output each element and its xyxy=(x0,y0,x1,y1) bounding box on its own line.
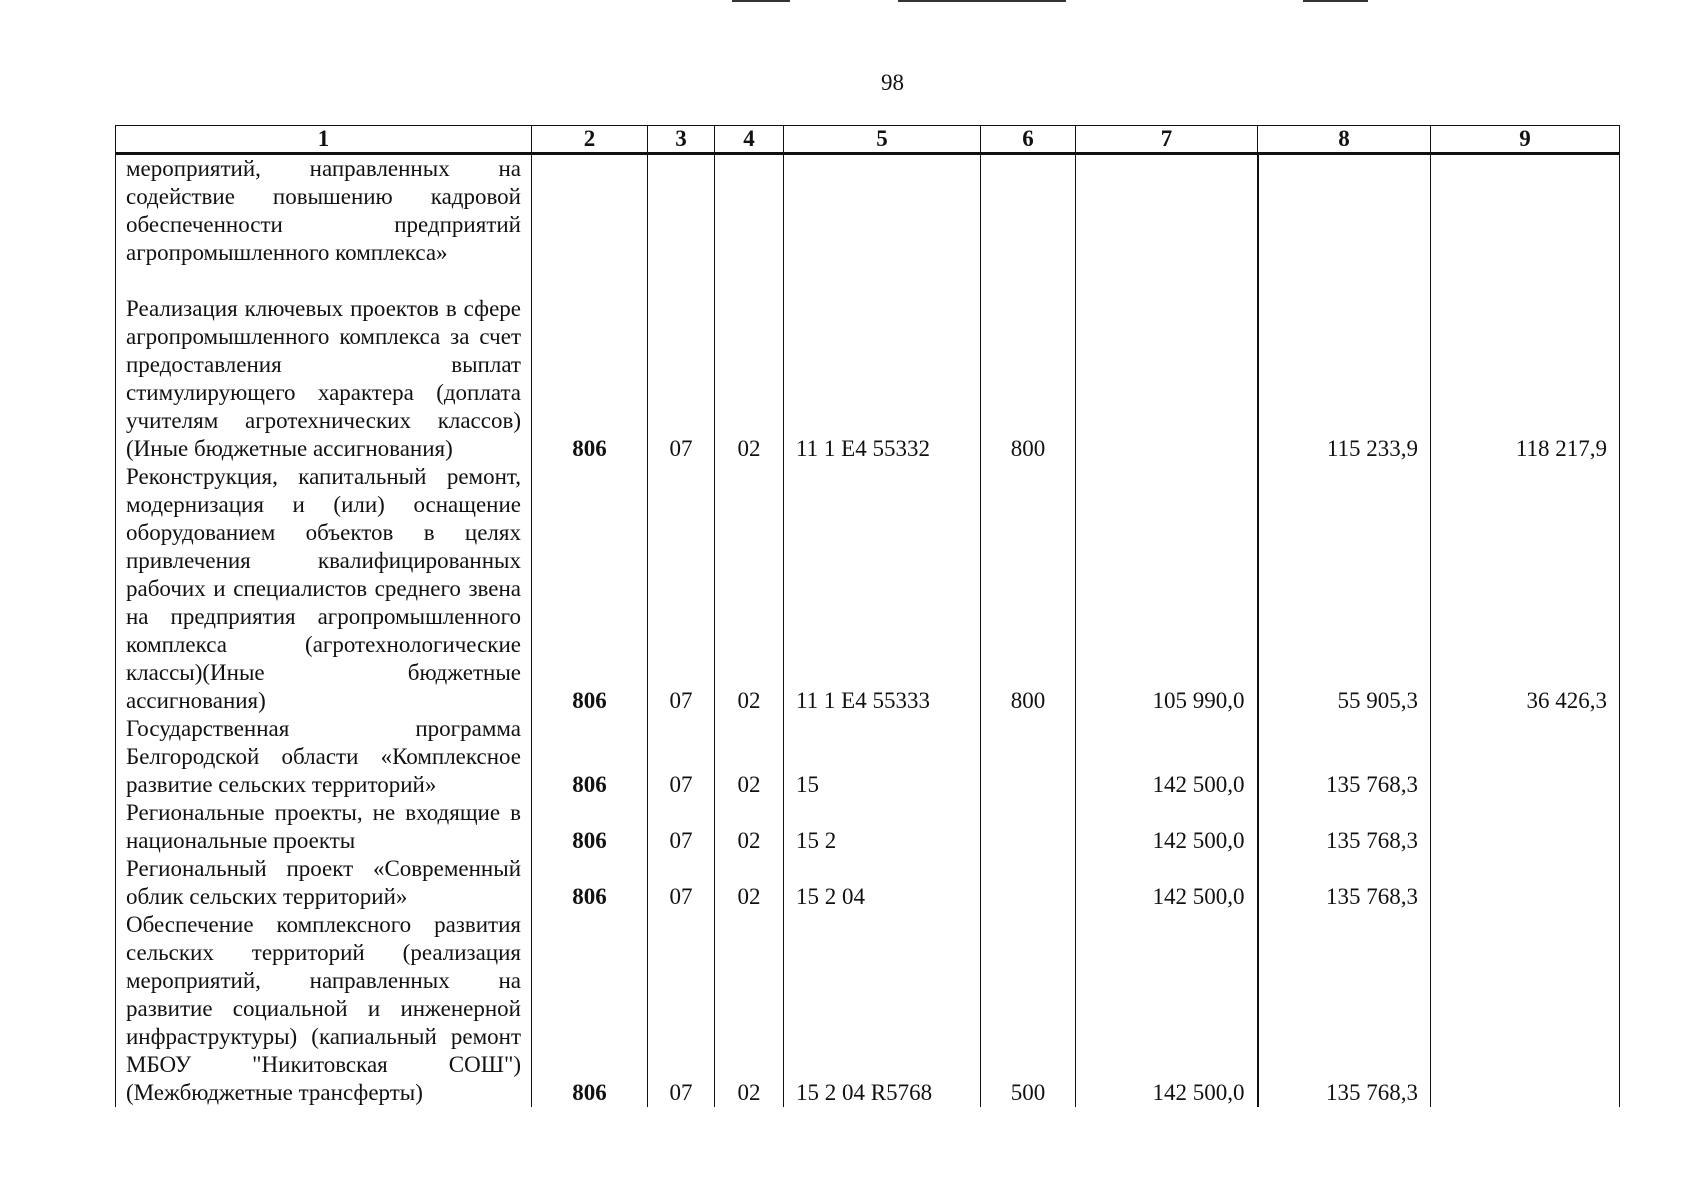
cell-c6 xyxy=(981,154,1076,268)
cell-c6: 800 xyxy=(981,267,1076,463)
table-row xyxy=(116,154,1620,268)
table-row xyxy=(116,799,1620,855)
cell-c6 xyxy=(981,855,1076,911)
column-header-2: 2 xyxy=(532,126,648,154)
cell-c9 xyxy=(1431,715,1620,799)
cell-c8: 135 768,3 xyxy=(1258,911,1431,1107)
cell-c8: 135 768,3 xyxy=(1258,799,1431,855)
cell-c5: 11 1 Е4 55333 xyxy=(784,463,981,715)
column-header-9: 9 xyxy=(1431,126,1620,154)
top-edge-rule xyxy=(732,0,790,2)
cell-c6 xyxy=(981,799,1076,855)
cell-c9 xyxy=(1431,799,1620,855)
table-row xyxy=(116,463,1620,715)
cell-c5: 15 xyxy=(784,715,981,799)
cell-c2: 806 xyxy=(532,715,648,799)
row-name: Государственная программа Белгородской области «Комплексное развитие сельских территорий» xyxy=(116,715,532,799)
cell-c4: 02 xyxy=(715,799,784,855)
cell-c3: 07 xyxy=(648,855,715,911)
row-name: Региональный проект «Современный облик сельских территорий» xyxy=(116,855,532,911)
cell-c6: 800 xyxy=(981,463,1076,715)
cell-c7: 142 500,0 xyxy=(1076,799,1258,855)
table-row xyxy=(116,911,1620,1107)
column-header-7: 7 xyxy=(1076,126,1258,154)
column-header-3: 3 xyxy=(648,126,715,154)
cell-c4: 02 xyxy=(715,463,784,715)
cell-c5: 11 1 Е4 55332 xyxy=(784,267,981,463)
column-header-4: 4 xyxy=(715,126,784,154)
column-header-1: 1 xyxy=(116,126,532,154)
row-name: Реконструкция, капитальный ремонт, модернизация и (или) оснащение оборудованием объектов в целях привлечения квалифицированных рабочих и специалистов среднего звена на предприятия агропромышленного комплекса (агротехнологические классы)(Иные бюджетные ассигнования) xyxy=(116,463,532,715)
cell-c9 xyxy=(1431,154,1620,268)
cell-c8: 55 905,3 xyxy=(1258,463,1431,715)
cell-c2 xyxy=(532,154,648,268)
cell-c2: 806 xyxy=(532,911,648,1107)
cell-c8 xyxy=(1258,154,1431,268)
cell-c3 xyxy=(648,154,715,268)
cell-c7: 142 500,0 xyxy=(1076,855,1258,911)
cell-c3: 07 xyxy=(648,463,715,715)
budget-table xyxy=(115,125,1620,1107)
cell-c2: 806 xyxy=(532,463,648,715)
row-name: Региональные проекты, не входящие в национальные проекты xyxy=(116,799,532,855)
cell-c9 xyxy=(1431,855,1620,911)
column-header-8: 8 xyxy=(1258,126,1431,154)
cell-c3: 07 xyxy=(648,715,715,799)
table-header-row xyxy=(116,126,1620,154)
cell-c9 xyxy=(1431,911,1620,1107)
cell-c3: 07 xyxy=(648,267,715,463)
cell-c5: 15 2 xyxy=(784,799,981,855)
cell-c4: 02 xyxy=(715,855,784,911)
cell-c2: 806 xyxy=(532,855,648,911)
cell-c8: 115 233,9 xyxy=(1258,267,1431,463)
table-row xyxy=(116,855,1620,911)
cell-c4: 02 xyxy=(715,267,784,463)
cell-c6: 500 xyxy=(981,911,1076,1107)
cell-c4: 02 xyxy=(715,911,784,1107)
cell-c4 xyxy=(715,154,784,268)
cell-c4: 02 xyxy=(715,715,784,799)
table-row xyxy=(116,267,1620,463)
cell-c7: 142 500,0 xyxy=(1076,911,1258,1107)
cell-c5 xyxy=(784,154,981,268)
top-edge-rule xyxy=(898,0,1066,2)
cell-c3: 07 xyxy=(648,799,715,855)
cell-c5: 15 2 04 xyxy=(784,855,981,911)
cell-c9: 36 426,3 xyxy=(1431,463,1620,715)
cell-c7: 105 990,0 xyxy=(1076,463,1258,715)
cell-c2: 806 xyxy=(532,799,648,855)
row-name: Обеспечение комплексного развития сельских территорий (реализация мероприятий, направленных на развитие социальной и инженерной инфраструктуры) (капиальный ремонт МБОУ "Никитовская СОШ") (Межбюджетные трансферты) xyxy=(116,911,532,1107)
cell-c7 xyxy=(1076,267,1258,463)
cell-c6 xyxy=(981,715,1076,799)
cell-c3: 07 xyxy=(648,911,715,1107)
top-edge-rule xyxy=(1303,0,1368,2)
column-header-6: 6 xyxy=(981,126,1076,154)
table-row xyxy=(116,715,1620,799)
cell-c8: 135 768,3 xyxy=(1258,715,1431,799)
row-name: Реализация ключевых проектов в сфере агропромышленного комплекса за счет предоставления выплат стимулирующего характера (доплата учителям агротехнических классов) (Иные бюджетные ассигнования) xyxy=(116,267,532,463)
cell-c8: 135 768,3 xyxy=(1258,855,1431,911)
column-header-5: 5 xyxy=(784,126,981,154)
cell-c7 xyxy=(1076,154,1258,268)
cell-c9: 118 217,9 xyxy=(1431,267,1620,463)
page-number: 98 xyxy=(881,70,904,95)
cell-c2: 806 xyxy=(532,267,648,463)
row-name: мероприятий, направленных на содействие повышению кадровой обеспеченности предприятий агропромышленного комплекса» xyxy=(116,154,532,268)
cell-c7: 142 500,0 xyxy=(1076,715,1258,799)
cell-c5: 15 2 04 R5768 xyxy=(784,911,981,1107)
